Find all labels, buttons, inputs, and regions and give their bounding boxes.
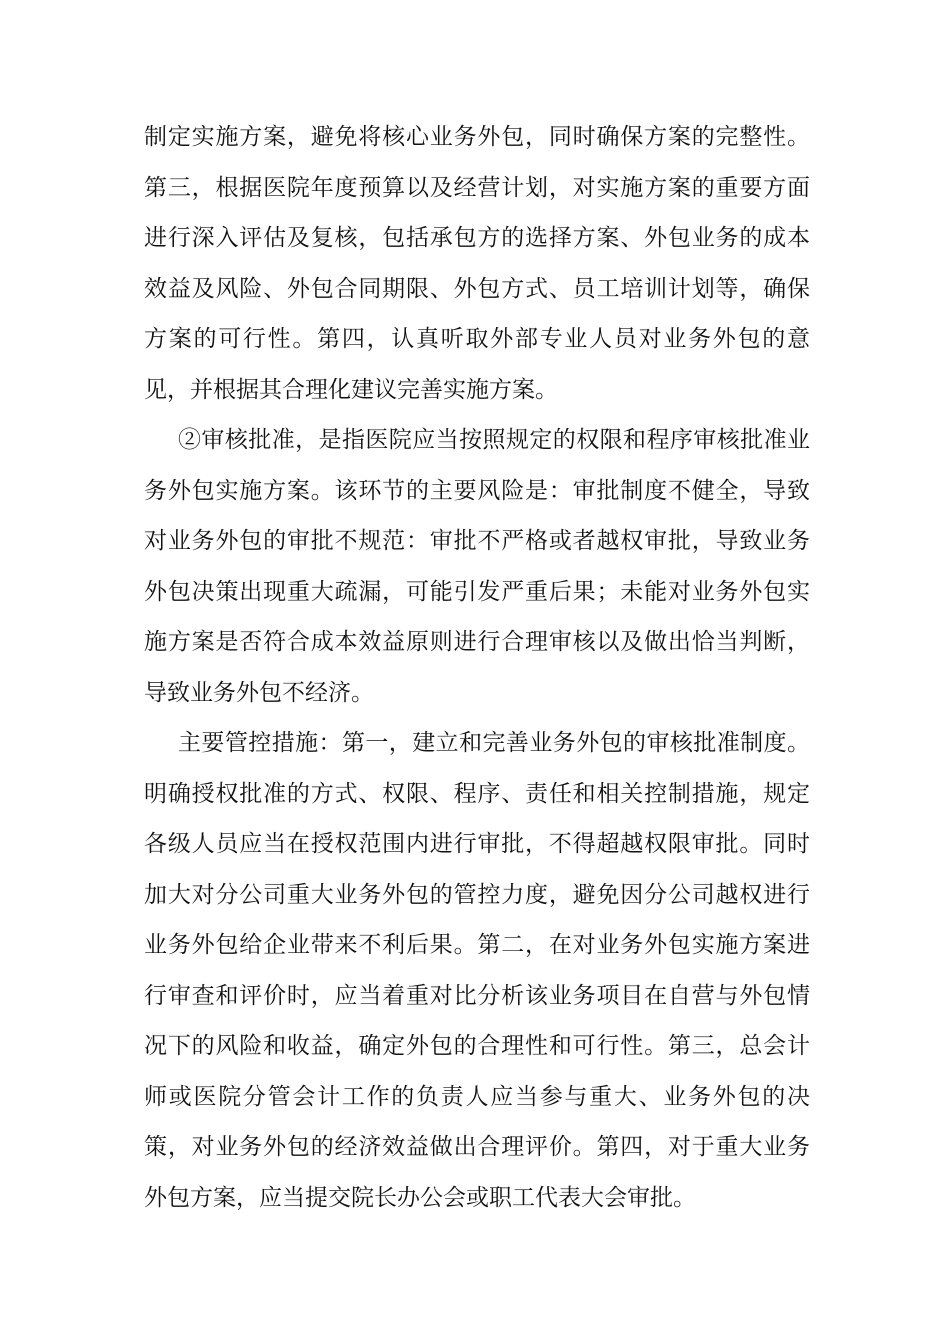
paragraph-implementation-plan: 制定实施方案，避免将核心业务外包，同时确保方案的完整性。第三，根据医院年度预算以及经营计划，对实施方案的重要方面进行深入评估及复核，包括承包方的选择方案、外包业务的成本效益及风险、外包合同期限、外包方式、员工培训计划等，确保方案的可行性。第四，认真听取外部专业人员对业务外包的意见，并根据其合理化建议完善实施方案。 <box>144 124 810 403</box>
document-body <box>144 112 810 1223</box>
paragraph-control-measures: 主要管控措施：第一，建立和完善业务外包的审核批准制度。明确授权批准的方式、权限、程序、责任和相关控制措施，规定各级人员应当在授权范围内进行审批，不得超越权限审批。同时加大对分公司重大业务外包的管控力度，避免因分公司越权进行业务外包给企业带来不利后果。第二，在对业务外包实施方案进行审查和评价时，应当着重对比分析该业务项目在自营与外包情况下的风险和收益，确定外包的合理性和可行性。第三，总会计师或医院分管会计工作的负责人应当参与重大、业务外包的决策，对业务外包的经济效益做出合理评价。第四，对于重大业务外包方案，应当提交院长办公会或职工代表大会审批。 <box>144 730 810 1211</box>
paragraph-review-approval: ②审核批准，是指医院应当按照规定的权限和程序审核批准业务外包实施方案。该环节的主要风险是：审批制度不健全，导致对业务外包的审批不规范：审批不严格或者越权审批，导致业务外包决策出现重大疏漏，可能引发严重后果；未能对业务外包实施方案是否符合成本效益原则进行合理审核以及做出恰当判断，导致业务外包不经济。 <box>144 427 810 706</box>
